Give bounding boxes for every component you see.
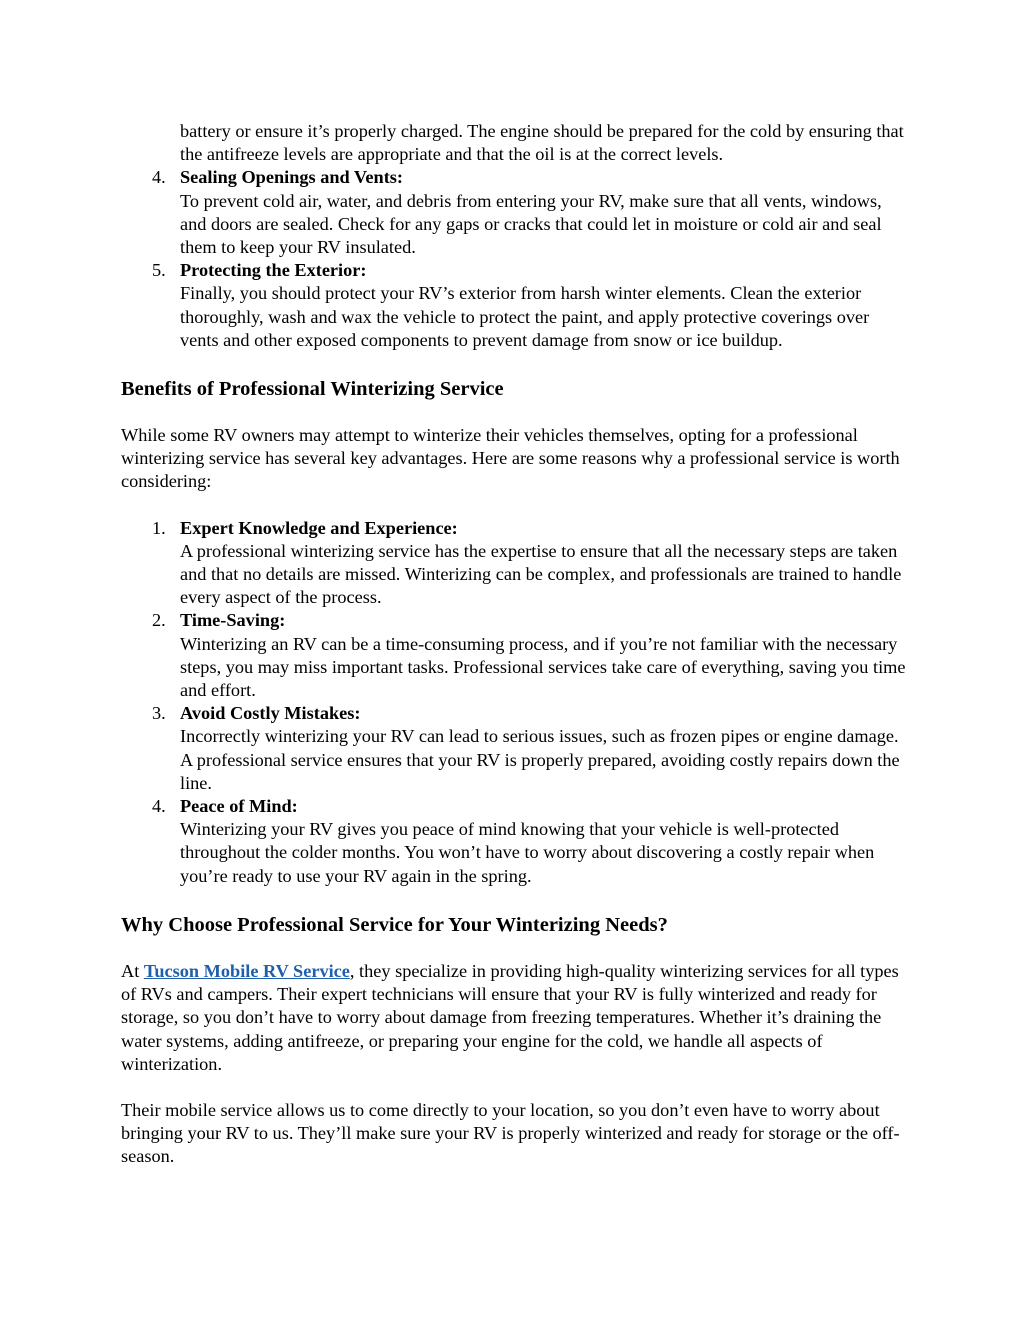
list-item-title: Peace of Mind: xyxy=(180,796,298,817)
list-item-body: Winterizing an RV can be a time-consuming process, and if you’re not familiar with the necessary steps, you may miss important tasks. Professional services take care of everything, saving you time and effort. xyxy=(180,633,906,701)
list-item-body: A professional winterizing service has the expertise to ensure that all the necessary steps are taken and that no details are missed. Winterizing can be complex, and professionals are trained to handle every aspect of the process. xyxy=(180,540,902,608)
list-item-sealing xyxy=(121,166,911,259)
list-item-body: battery or ensure it’s properly charged. The engine should be prepared for the cold by ensuring that the antifreeze levels are appropriate and that the oil is at the correct levels. xyxy=(180,121,904,165)
list-item-title: Time-Saving: xyxy=(180,610,286,631)
list-item-body: Finally, you should protect your RV’s exterior from harsh winter elements. Clean the exterior thoroughly, wash and wax the vehicle to protect the paint, and apply protective coverings over vents and other exposed components to prevent damage from snow or ice buildup. xyxy=(180,283,870,350)
benefits-list xyxy=(121,517,911,888)
list-item-mistakes xyxy=(121,702,911,795)
list-item-title: Sealing Openings and Vents: xyxy=(180,167,404,188)
list-item-peace-of-mind xyxy=(121,795,911,888)
list-item-title: Expert Knowledge and Experience: xyxy=(180,517,458,538)
section-heading-why-choose: Why Choose Professional Service for Your Winterizing Needs? xyxy=(121,913,668,936)
document-page xyxy=(121,120,911,1169)
list-item-number: 4. xyxy=(152,796,166,817)
why-paragraph-2: Their mobile service allows us to come directly to your location, so you don’t even have to worry about bringing your RV to us. They’ll make sure your RV is properly winterized and ready for storage or the off-season. xyxy=(121,1099,900,1167)
list-item-body: Incorrectly winterizing your RV can lead to serious issues, such as frozen pipes or engine damage. A professional service ensures that your RV is properly prepared, avoiding costly repairs down the line. xyxy=(180,726,900,793)
list-item-number: 1. xyxy=(152,517,166,538)
why-paragraph-1-suffix: , they specialize in providing high-quality winterizing services for all types of RVs and campers. Their expert technicians will ensure that your RV is fully winterized and ready for storage, so you don’t have to worry about damage from freezing temperatures. Whether it’s draining the water systems, adding antifreeze, or preparing your engine for the cold, we handle all aspects of winterization. xyxy=(121,960,899,1074)
why-paragraph-1-prefix: At xyxy=(121,960,144,981)
list-item-expert xyxy=(121,517,911,610)
list-item-exterior xyxy=(121,259,911,352)
list-item-number: 3. xyxy=(152,703,166,724)
why-paragraph-1 xyxy=(121,960,911,1076)
list-item-title: Protecting the Exterior: xyxy=(180,260,367,281)
tucson-mobile-rv-service-link[interactable]: Tucson Mobile RV Service xyxy=(143,960,350,981)
list-item-time-saving xyxy=(121,609,911,702)
list-item-title: Avoid Costly Mistakes: xyxy=(180,703,361,724)
list-item-number: 5. xyxy=(152,260,166,281)
list-item-body: To prevent cold air, water, and debris from entering your RV, make sure that all vents, windows, and doors are sealed. Check for any gaps or cracks that could let in moisture or cold air and seal them to keep your RV insulated. xyxy=(180,190,882,258)
benefits-intro-paragraph: While some RV owners may attempt to winterize their vehicles themselves, opting for a professional winterizing service has several key advantages. Here are some reasons why a professional service is worth considering: xyxy=(121,425,900,492)
list-item-body: Winterizing your RV gives you peace of mind knowing that your vehicle is well-protected throughout the colder months. You won’t have to worry about discovering a costly repair when you’re ready to use your RV again in the spring. xyxy=(180,819,875,886)
list-item-number: 4. xyxy=(152,167,166,188)
list-item-number: 2. xyxy=(152,610,166,631)
list-item-continued xyxy=(121,120,911,166)
section-heading-benefits: Benefits of Professional Winterizing Service xyxy=(121,378,504,401)
